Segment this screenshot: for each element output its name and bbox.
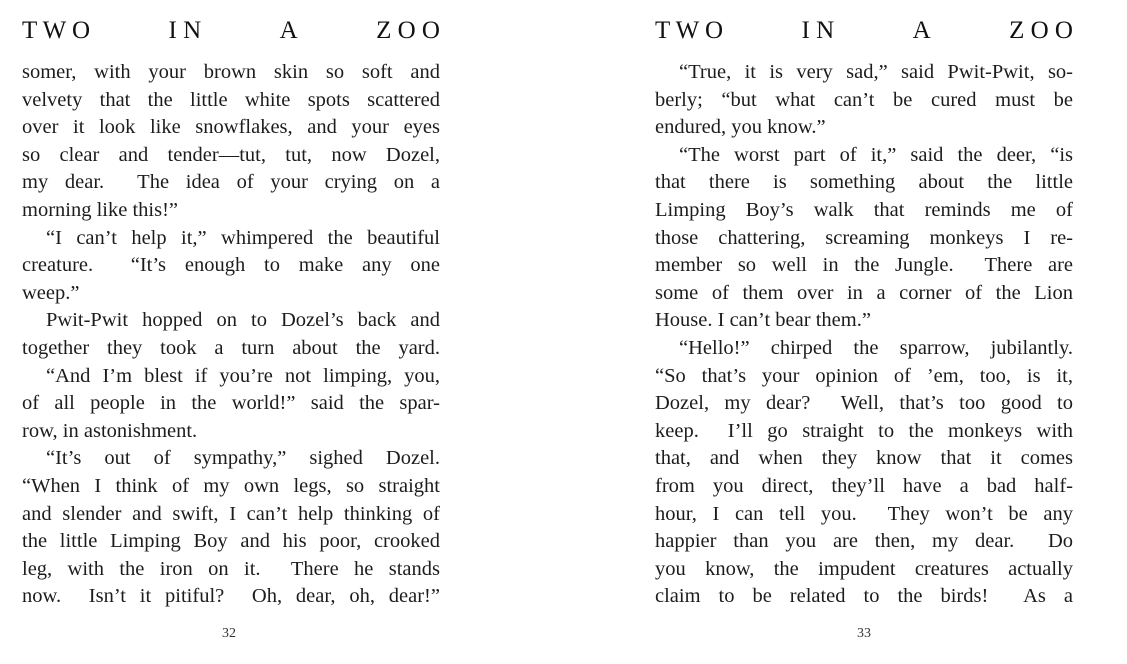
text-line: so clear and tender—tut, tut, now Dozel, (22, 143, 440, 166)
running-head-word: T W O (655, 17, 724, 44)
right-page (655, 0, 1073, 664)
text-line: “When I think of my own legs, so straight (22, 474, 440, 497)
running-head-word: T W O (22, 17, 91, 44)
text-line: berly; “but what can’t be cured must be (655, 88, 1073, 111)
text-line: the little Limping Boy and his poor, crooked (22, 530, 440, 553)
text-line: over it look like snowflakes, and your eyes (22, 116, 440, 139)
text-line: morning like this!” (22, 198, 179, 221)
text-line: hour, I can tell you. They won’t be any (655, 502, 1073, 525)
text-line: those chattering, screaming monkeys I re- (655, 226, 1073, 249)
text-line: and slender and swift, I can’t help thinking of (22, 502, 440, 525)
text-line: my dear. The idea of your crying on a (22, 171, 440, 194)
running-head-word: I N (801, 17, 835, 44)
page-number: 32 (222, 626, 236, 641)
text-line: you know, the impudent creatures actually (655, 557, 1073, 580)
text-line: claim to be related to the birds! As a (655, 585, 1073, 608)
running-head-word: Z O O (1009, 17, 1073, 44)
text-line: somer, with your brown skin so soft and (22, 61, 440, 83)
text-line: that, and when they know that it comes (655, 447, 1073, 470)
text-line: creature. “It’s enough to make any one (22, 254, 440, 277)
running-head (655, 14, 1073, 48)
text-line: some of them over in a corner of the Lion (655, 281, 1073, 304)
text-line: “Hello!” chirped the sparrow, jubilantly. (679, 336, 1073, 359)
running-head-word: A (912, 17, 931, 44)
running-head (22, 14, 440, 48)
text-line: “So that’s your opinion of ’em, too, is it, (655, 364, 1073, 387)
text-line: Limping Boy’s walk that reminds me of (655, 198, 1073, 221)
text-line: House. I can’t bear them.” (655, 309, 871, 332)
text-line: from you direct, they’ll have a bad half- (655, 474, 1073, 497)
text-line: that there is something about the little (655, 171, 1073, 194)
text-line: of all people in the world!” said the spar- (22, 392, 440, 415)
text-line: member so well in the Jungle. There are (655, 254, 1073, 277)
text-line: now. Isn’t it pitiful? Oh, dear, oh, dear!” (22, 585, 440, 608)
text-line: “True, it is very sad,” said Pwit-Pwit, so- (679, 61, 1073, 83)
text-line: leg, with the iron on it. There he stands (22, 557, 440, 580)
text-line: “I can’t help it,” whimpered the beautiful (46, 226, 440, 249)
page-body-text (655, 59, 1073, 611)
text-line: “The worst part of it,” said the deer, “is (679, 143, 1073, 166)
text-line: “And I’m blest if you’re not limping, you, (46, 364, 440, 387)
text-line: endured, you know.” (655, 116, 826, 139)
text-line: row, in astonishment. (22, 419, 198, 442)
text-line: “It’s out of sympathy,” sighed Dozel. (46, 447, 440, 470)
text-line: Dozel, my dear? Well, that’s too good to (655, 392, 1073, 415)
running-head-word: A (279, 17, 298, 44)
text-line: happier than you are then, my dear. Do (655, 530, 1073, 553)
text-line: Pwit-Pwit hopped on to Dozel’s back and (46, 309, 440, 332)
text-line: velvety that the little white spots scattered (22, 88, 440, 111)
left-page (22, 0, 440, 664)
running-head-word: Z O O (376, 17, 440, 44)
page-number: 33 (857, 626, 871, 641)
text-line: together they took a turn about the yard. (22, 336, 440, 359)
text-line: keep. I’ll go straight to the monkeys with (655, 419, 1073, 442)
running-head-word: I N (168, 17, 202, 44)
text-line: weep.” (22, 281, 80, 304)
page-body-text (22, 59, 440, 611)
